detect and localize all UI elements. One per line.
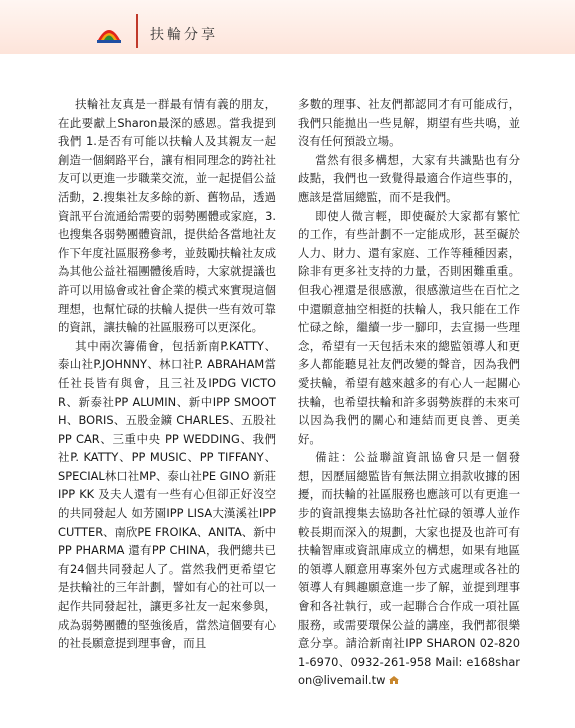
paragraph: 扶輪社友真是一群最有情有義的朋友，在此要獻上Sharon最深的感恩。當我提到我們 1.是否有可能以扶輪人及其親友一起創造一個網路平台，讓有相同理念的跨社社友可以更進一步職業交流，並一起提倡公益活動，2.搜集社友多餘的新、舊物品，透過資訊平台流通給需要的弱勢團體或家庭，3.也搜集各弱勢團體資訊，提供給各當地社友作下年度社區服務參考，並鼓勵扶輪社友成為其他公益社福團體後盾時，大家就提議也許可以用協會或社會企業的模式來實現這個理想，也幫忙碌的扶輪人提供一些有效可靠的資訊，讓扶輪的社區服務可以更深化。	[58, 97, 276, 335]
page-header	[0, 0, 575, 54]
article-left-column	[58, 95, 276, 653]
paragraph: 其中兩次籌備會，包括新南P.KATTY、泰山社P.JOHNNY、林口社P. ABRAHAM當任社長皆有與會，且三社及IPDG VICTOR、新泰社PP ALUMIN、新中IPP SMOOTH、BORIS、五股金鑛 CHARLES、五股社PP CAR、三重中央 PP WEDDING、我們社P. KATTY、PP MUSIC、PP TIFFANY、 SPECIAL林口社MP、泰山社PE GINO 新莊IPP KK 及夫人還有一些有心但卻正好沒空的共同發起人 如芳園IPP LISA大漢溪社IPP CUTTER、南欣PE FROIKA、ANITA、新中PP PHARMA 還有PP CHINA，我們總共已有24個共同發起人了。當然我們更希望它是扶輪社的三年計劃，譬如有心的社可以一起作共同發起社，讓更多社友一起來參與，成為弱勢團體的堅強後盾，當然這個要有心的社長願意提到理事會，而且	[58, 338, 276, 651]
paragraph-note	[298, 448, 520, 690]
paragraph: 當然有很多構想，大家有共識點也有分歧點，我們也一致覺得最適合作這些事的，應該是當屆總監，而不是我們。	[298, 152, 520, 204]
paragraph: 即使人微言輕，即使礙於大家都有繁忙的工作，有些計劃不一定能成形，甚至礙於人力、財力、還有家庭、工作等種種因素，除非有更多社支持的力量，否則困難重重。但我心裡還是很感激，很感激這些在百忙之中還願意抽空相挺的扶輪人，我只能在工作忙碌之餘，繼續一步一腳印，去宣揚一些理念，希望有一天包括未來的總監領導人和更多人都能聽見社友們改變的聲音，因為我們愛扶輪，希望有越來越多的有心人一起關心扶輪，也希望扶輪和許多弱勢族群的未來可以因為我們的關心和連結而更良善、更美好。	[298, 208, 520, 446]
article-right-column	[298, 95, 520, 690]
note-text: 備註：公益聯誼資訊協會只是一個發想，因歷屆總監皆有無法開立捐款收據的困擾，而扶輪的社區服務也應該可以有更進一步的資訊搜集去協助各社忙碌的領導人並作較長期而深入的規劃，大家也提及也許可有扶輪智庫或資訊庫成立的構想，如果有地區的領導人願意用專案外包方式處理或各社的領導人有興趣願意進一步了解，並提到理事會和各社執行，或一起聯合合作成一項社區服務，或需要環保公益的講座，我們都很樂意分享。請洽新南社IPP SHARON 02-8201-6970、0932-261-958 Mail: e168sharon@livemail.tw	[298, 450, 520, 688]
house-icon	[388, 675, 400, 685]
section-title: 扶輪分享	[150, 27, 218, 43]
rotary-wheel-logo-icon	[95, 18, 123, 46]
paragraph: 多數的理事、社友們都認同才有可能成行，我們只能拋出一些見解，期望有些共鳴，並沒有任何預設立場。	[298, 97, 520, 149]
header-divider	[136, 14, 138, 48]
